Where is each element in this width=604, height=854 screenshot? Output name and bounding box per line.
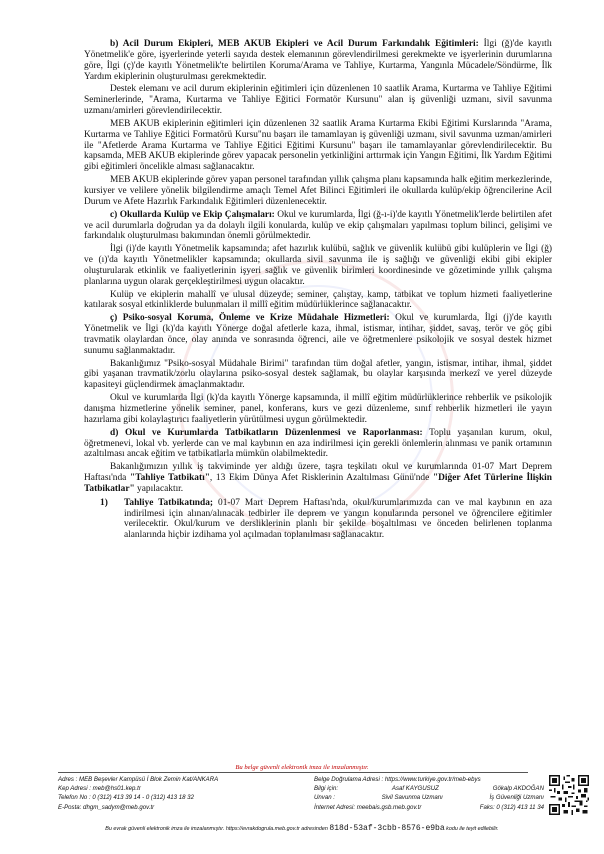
section-c-paragraph-2: İlgi (i)'de kayıtlı Yönetmelik kapsamında; afet hazırlık kulübü, sağlık ve güvenlik kulübü gibi kulüplerin ve İlgi (ğ) ve (ı)'da kayıtlı Yönetmelikler kapsamında; okullarda sivil savunma ile iş sağlığı ve güvenliği ekibi gibi ekipler oluşturularak etkinlik ve faaliyetlerinin işyeri sağlık ve güvenlik birimleri koordinesinde ve gözetiminde yıllık çalışma planlarına uygun olarak gerçekleştirilmesi uygun olacaktır. [84,244,552,287]
section-c-heading: c) Okullarda Kulüp ve Ekip Çalışmaları: [110,209,275,220]
list-item [84,498,552,541]
footer-info-row [314,784,544,793]
section-b-paragraph-1 [84,39,552,82]
signature-notice: Bu belge güvenli elektronik imza ile imzalanmıştır. [235,764,369,771]
verify-text-b: kodu ile teyit edilebilir. [446,826,499,832]
verify-text-a: Bu evrak güvenli elektronik imza ile imzalanmıştır. https://evrakdogrula.meb.gov.tr adresinden [105,826,328,832]
footer-contact [58,775,218,812]
list-item-text: 01-07 Mart Deprem Haftası'nda, okul/kurumlarımızda can ve mal kaybının en aza indirilmesi için alınan/alınacak tedbirler ile deprem ve yangın konularında personel ve öğrencilere eğitimler verilecektir. Okul/kurum ve dersliklerinin planlı bir şekilde boşaltılması ve önceden belirlenen toplanma alanlarında hiçbir izdihama yol açılmadan toplanılması sağlanacaktır. [124,497,552,541]
diger-afet-label: "Diğer Afet Türlerine İlişkin Tatbikatlar" [84,473,552,494]
list-item-heading: Tahliye Tatbikatında; [124,497,214,508]
verification-line [0,824,604,833]
section-d-text-2a: Bakanlığımızın yıllık iş takviminde yer aldığı üzere, taşra teşkilatı okul ve kurumlarında 01-07 Mart Deprem Haftası'nda [84,462,552,484]
section-c-text-1: Okul ve kurumlarda, İlgi (ğ-ı-i)'de kayıtlı Yönetmelik'lerde belirtilen afet ve acil durumlarla doğrudan ya da dolaylı ilgili konularda, kulüp ve ekip çalışmaları yapılması toplum bilinci, gelişimi ve farkındalık oluşturulması bakımından önemli görülmektedir. [84,209,553,242]
section-cc-heading: ç) Psiko-sosyal Koruma, Önleme ve Krize Müdahale Hizmetleri: [110,313,390,324]
footer-web-row [314,803,544,812]
section-b-paragraph-2: Destek elemanı ve acil durum ekiplerinin eğitimleri için düzenlenen 10 saatlik Arama, Kurtarma ve Tahliye Eğitimi Seminerlerinde, "Arama, Kurtarma ve Tahliye Eğitici Formatör Kursunu" alan iş güvenliği uzmanı, sivil savunma uzmanı/amirleri görevlendirilecektir. [84,84,552,117]
footer-verify-address: Belge Doğrulama Adresi : https://www.turkiye.gov.tr/meb-ebys [314,776,481,783]
document-body [84,39,552,543]
verification-code: 818d-53af-3cbb-8576-e9ba [329,824,445,833]
list-item-number: 1) [100,497,108,508]
footer-kep: Kep Adresi : meb@hs01.kep.tr [58,785,141,793]
section-b-heading: b) Acil Durum Ekipleri, MEB AKUB Ekipleri ve Acil Durum Farkındalık Eğitimleri: [110,39,479,49]
section-d-text-2e: yapılacaktır. [134,483,184,494]
section-d-paragraph-1 [84,428,552,461]
section-b-paragraph-3: MEB AKUB ekiplerinin eğitimleri için düzenlenen 32 saatlik Arama Kurtarma Ekibi Eğitimi Kurslarında "Arama, Kurtarma ve Tahliye Eğitici Formatörü Kursu"nu başarı ile tamamlayan iş güvenliği uzmanı, sivil savunma uzman/amirleri ile "Afetlerde Arama Kurtarma ve Tahliye Eğitici Eğitimi Kursunu" başarı ile tamamlayanlar görevlendirilecektir. Bu kapsamda, MEB AKUB ekiplerinde görev yapacak personelin yetkinliğini arttırmak için Yangın Eğitimi, İlk Yardım Eğitimi gibi eğitimleri öncelikle alması sağlanacaktır. [84,118,552,173]
title-label: Unvan : [314,794,336,802]
title-1: Sivil Savunma Uzmanı [381,794,443,802]
footer-email: E-Posta: dhgm_sadym@meb.gov.tr [58,803,155,811]
info-name-1: Asaf KAYGUSUZ [391,785,439,793]
qr-code-icon [549,775,589,815]
section-c-paragraph-1 [84,210,552,243]
section-cc-paragraph-3: Okul ve kurumlarda İlgi (k)'da kayıtlı Yönerge kapsamında, il millî eğitim müdürlüklerince rehberlik ve psikolojik danışma hizmetlerine yönelik seminer, panel, konferans, kurs ve gezi düzenleme, sınıf rehberlik hizmetleri ile yayın hazırlama gibi kolaylaştırıcı faaliyetlerin yürütülmesi uygun görülmektedir. [84,393,552,425]
section-cc-paragraph-2: Bakanlığımız "Psiko-sosyal Müdahale Birimi" tarafından tüm doğal afetler, yangın, istismar, intihar, ihmal, şiddet gibi yaşanan travmatik/zorlu olaylarına psiko-sosyal destek sağlamak, bu olaylar karşısında merkezî ve yerel düzeyde kapasiteyi güçlendirmek amaçlanmaktadır. [84,358,552,391]
footer-phone: Telefon No : 0 (312) 413 39 14 - 0 (312) 413 18 32 [58,794,194,802]
section-b-text-1: İlgi (ğ)'de kayıtlı Yönetmelik'e göre, işyerlerinde yeterli sayıda destek elemanının görevlendirilmesi gerekmekte ve işyerlerinin durumlarına göre, İlgi (ç)'de kayıtlı Yönetmelik'te belirtilen Koruma/Arama ve Tahliye, Kurtarma, Yangınla Mücadele/Söndürme, İlk Yardım ekiplerinin oluşturulması gerekmektedir. [84,39,553,82]
section-d-text-1: Toplu yaşanılan kurum, okul, öğretmenevi, lokal vb. yerlerde can ve mal kaybının en aza indirilmesi için gerekli önlemlerin alınması ve panik ortamının azaltılması ancak eğitim ve tatbikatlarla mümkün olabilmektedir. [84,427,552,460]
fax-number: Faks: 0 (312) 413 11 34 [479,803,544,811]
tahliye-tatbikati-label: "Tahliye Tatbikatı" [129,473,210,484]
info-label: Bilgi için: [314,785,339,793]
section-cc-text-1: Okul ve kurumlarda, İlgi (j)'de kayıtlı Yönetmelik ve İlgi (k)'da kayıtlı Yönerge doğal afetlerle kaza, ihmal, istismar, intihar, şiddet, savaş, terör ve göç gibi travmatik olaylardan önce, olay anında ve sonrasında öğrenci, aile ve öğretmenlere psikolojik ve sosyal destek hizmet sunumu sağlanmaktadır. [84,313,553,356]
section-b-paragraph-4: MEB AKUB ekiplerinde görev yapan personel tarafından yıllık çalışma planı kapsamında halk eğitim merkezlerinde, kursiyer ve velilere yönelik bilgilendirme amaçlı Temel Afet Bilinci Eğitimleri ile okullarda kulüp/ekip öğrencilerine Acil Durum ve Afete Hazırlık Farkındalık Eğitimleri düzenlenecektir. [84,175,552,207]
footer-title-row [314,793,544,802]
section-d-paragraph-2 [84,462,552,495]
internet-address: İnternet Adresi: meebais.gsb.meb.gov.tr [314,803,422,811]
section-c-paragraph-3: Kulüp ve ekiplerin mahallî ve ulusal düzeyde; seminer, çalıştay, kamp, tatbikat ve toplum hizmeti faaliyetlerine katılarak sosyal etkinliklerde bulunmaları il millî eğitim müdürlüklerince sağlanacaktır. [84,289,552,311]
title-2: İş Güvenliği Uzmanı [489,794,544,802]
info-name-2: Gökalp AKDOĞAN [492,785,544,793]
section-d-heading: d) Okul ve Kurumlarda Tatbikatların Düzenlenmesi ve Raporlanması: [110,427,423,438]
footer-info [314,775,544,812]
footer-divider [58,772,528,773]
footer-address: Adres : MEB Beşevler Kampüsü İ Blok Zemin Kat/ANKARA [58,776,219,783]
section-d-text-2c: , 13 Ekim Dünya Afet Risklerinin Azaltılması Günü'nde [209,473,433,484]
section-cc-paragraph-1 [84,313,552,356]
